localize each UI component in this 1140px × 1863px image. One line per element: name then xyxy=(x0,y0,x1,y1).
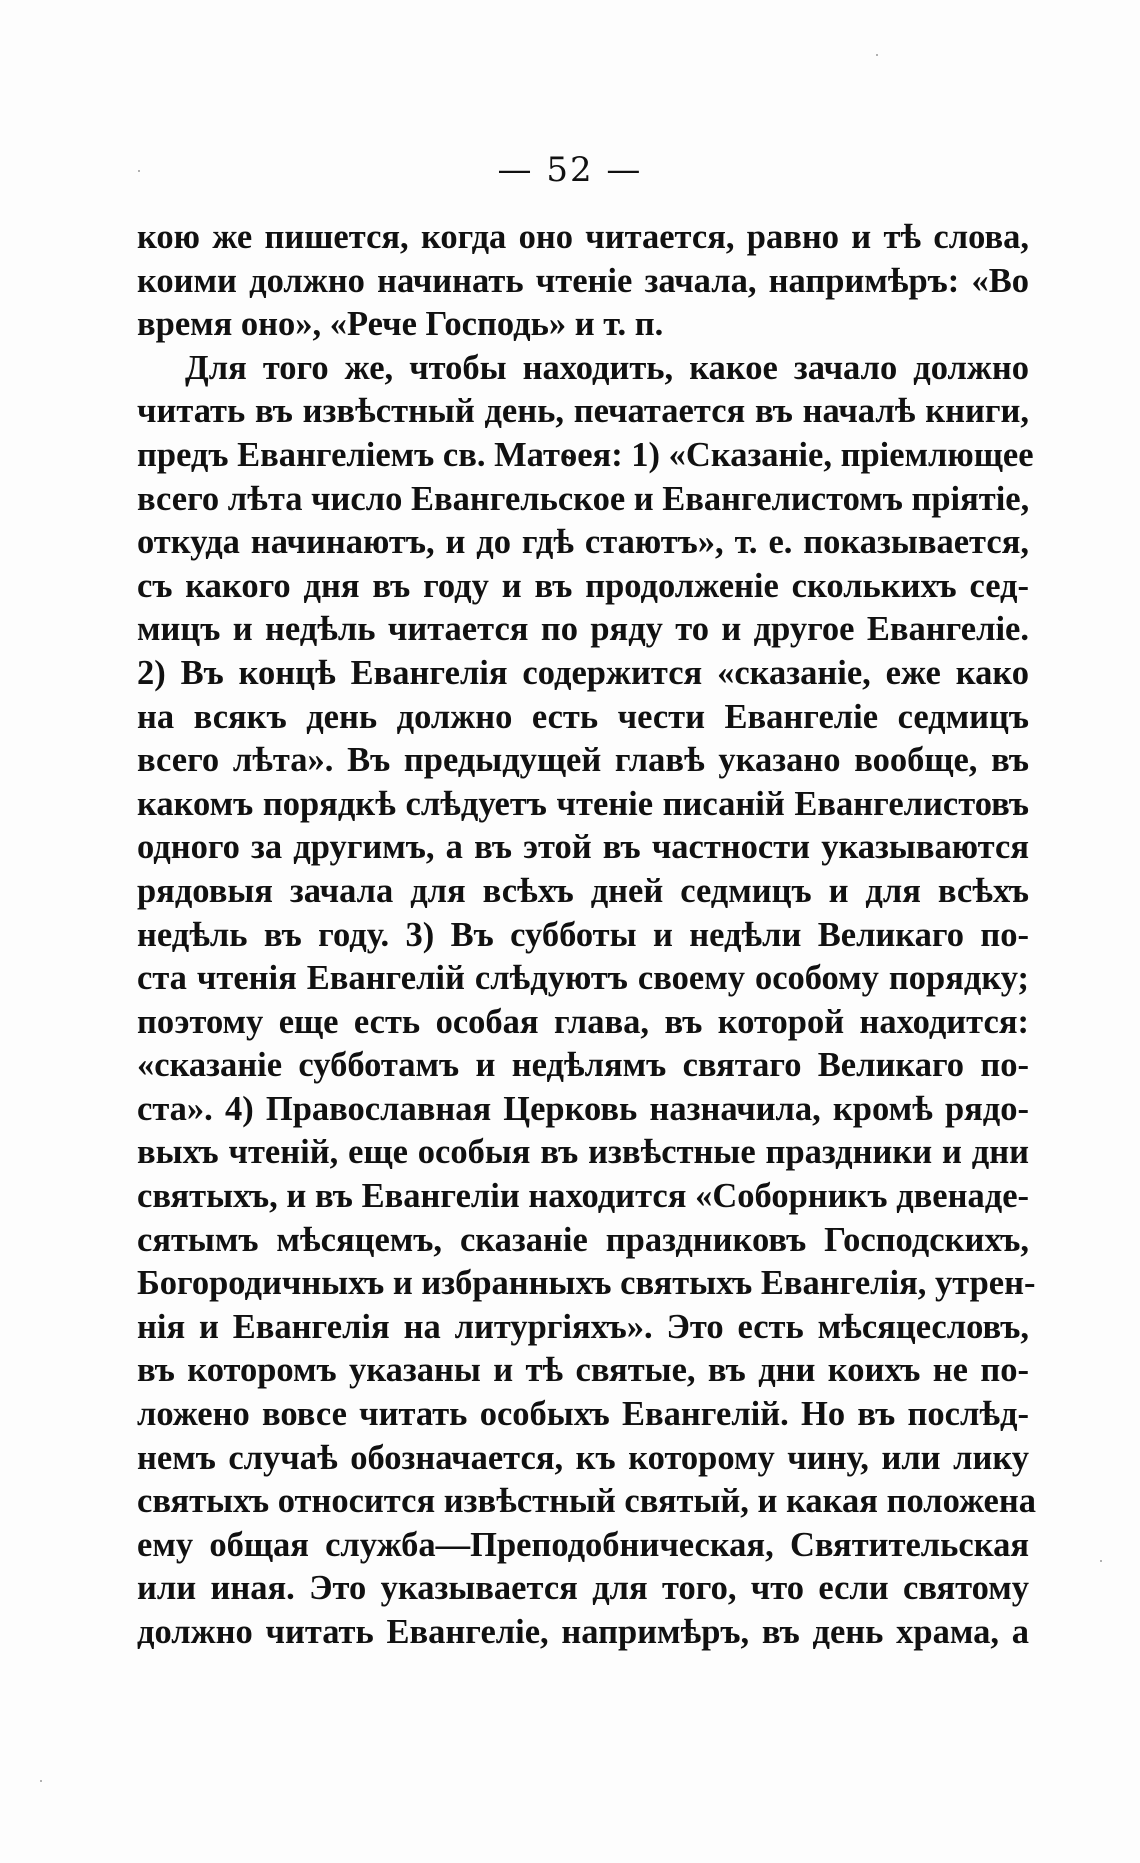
text-line: коими должно начинать чтеніе зачала, напримѣръ: «Во xyxy=(137,261,1029,300)
text-line: немъ случаѣ обозначается, къ которому чину, или лику xyxy=(137,1438,1029,1477)
text-line: выхъ чтеній, еще особыя въ извѣстные праздники и дни xyxy=(137,1133,1029,1172)
text-line: недѣль въ году. 3) Въ субботы и недѣли Великаго по- xyxy=(137,915,1029,954)
text-line: Богородичныхъ и избранныхъ святыхъ Евангелія, утрен- xyxy=(137,1264,1036,1303)
scan-speck xyxy=(40,1780,42,1782)
text-line: сятымъ мѣсяцемъ, сказаніе праздниковъ Господскихъ, xyxy=(137,1220,1029,1259)
text-line: 2) Въ концѣ Евангелія содержится «сказаніе, еже како xyxy=(137,653,1029,692)
text-line: предъ Евангеліемъ св. Матѳея: 1) «Сказаніе, пріемлющее xyxy=(137,435,1034,474)
body-text xyxy=(137,216,1036,1655)
text-line: должно читать Евангеліе, напримѣръ, въ день храма, а xyxy=(137,1613,1029,1651)
text-line: съ какого дня въ году и въ продолженіе сколькихъ сед- xyxy=(137,566,1029,605)
text-line: кою же пишется, когда оно читается, равно и тѣ слова, xyxy=(137,218,1029,256)
text-line: мицъ и недѣль читается по ряду то и другое Евангеліе. xyxy=(137,610,1029,649)
text-line: всего лѣта число Евангельское и Евангелистомъ пріятіе, xyxy=(137,479,1030,518)
text-line: на всякъ день должно есть чести Евангеліе седмицъ xyxy=(137,697,1029,736)
text-line: время оно», «Рече Господь» и т. п. xyxy=(137,305,664,344)
scan-speck xyxy=(876,54,878,56)
page-number: — 52 — xyxy=(497,150,643,190)
text-line: рядовыя зачала для всѣхъ дней седмицъ и для всѣхъ xyxy=(137,871,1029,910)
text-line: ста». 4) Православная Церковь назначила, кромѣ рядо- xyxy=(137,1089,1029,1128)
text-line: одного за другимъ, а въ этой въ частности указываются xyxy=(137,828,1029,867)
text-line: святыхъ относится извѣстный святый, и какая положена xyxy=(137,1482,1036,1521)
text-line: или иная. Это указывается для того, что если святому xyxy=(137,1569,1029,1608)
text-line: «сказаніе субботамъ и недѣлямъ святаго Великаго по- xyxy=(137,1046,1029,1085)
text-line: нія и Евангелія на литургіяхъ». Это есть мѣсяцесловъ, xyxy=(137,1307,1029,1346)
text-line: святыхъ, и въ Евангеліи находится «Соборникъ двенаде- xyxy=(137,1177,1029,1216)
text-line: ста чтенія Евангелій слѣдуютъ своему особому порядку; xyxy=(137,959,1029,998)
text-line: всего лѣта». Въ предыдущей главѣ указано вообще, въ xyxy=(137,741,1029,780)
text-line: поэтому еще есть особая глава, въ которой находится: xyxy=(137,1002,1029,1041)
text-line: ложено вовсе читать особыхъ Евангелій. Но въ послѣд- xyxy=(137,1395,1029,1434)
text-line: какомъ порядкѣ слѣдуетъ чтеніе писаній Евангелистовъ xyxy=(137,784,1029,823)
text-line: ему общая служба—Преподобническая, Святительская xyxy=(137,1525,1029,1564)
scan-speck xyxy=(1100,1560,1102,1562)
scan-speck xyxy=(138,170,140,172)
text-line: Для того же, чтобы находить, какое зачало должно xyxy=(185,348,1029,387)
text-line: въ которомъ указаны и тѣ святые, въ дни коихъ не по- xyxy=(137,1351,1029,1390)
text-line: читать въ извѣстный день, печатается въ началѣ книги, xyxy=(137,392,1029,431)
text-line: откуда начинаютъ, и до гдѣ стаютъ», т. е. показывается, xyxy=(137,523,1029,562)
